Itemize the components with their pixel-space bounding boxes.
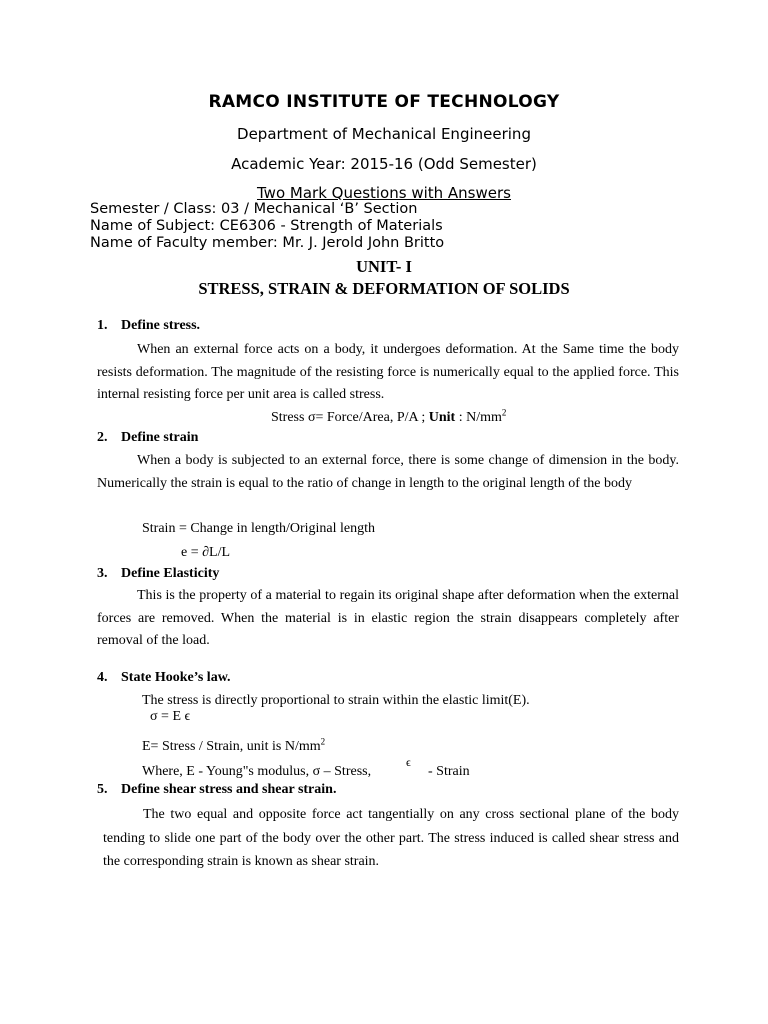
unit-title: STRESS, STRAIN & DEFORMATION OF SOLIDS (198, 279, 570, 298)
hooke-statement: The stress is directly proportional to strain within the elastic limit(E). (142, 693, 530, 708)
strain-formula-symbolic: e = ∂L/L (181, 545, 231, 560)
question-heading (97, 670, 231, 686)
answer-paragraph: When an external force acts on a body, it undergoes deformation. At the Same time the body resists deformation. The magnitude of the resisting force is numerically equal to the applied force. This internal resisting force per unit area is called stress. (97, 342, 679, 403)
question-title: Define strain (121, 430, 199, 445)
faculty-info: Name of Faculty member: Mr. J. Jerold John Britto (90, 235, 445, 251)
institute-title: RAMCO INSTITUTE OF TECHNOLOGY (208, 92, 560, 112)
symbol-legend-end: - Strain (428, 764, 470, 779)
formula-text: Stress σ= Force/Area, P/A ; (271, 410, 429, 425)
modulus-definition (142, 736, 326, 755)
document-title: Two Mark Questions with Answers (257, 184, 511, 202)
modulus-text: E= Stress / Strain, unit is N/mm (142, 739, 321, 754)
hooke-formula: σ = E ϵ (150, 709, 191, 724)
semester-info: Semester / Class: 03 / Mechanical ‘B’ Section (90, 201, 418, 217)
stress-formula (271, 407, 507, 426)
answer-paragraph: This is the property of a material to regain its original shape after deformation when the external forces are removed. When the material is in elastic region the strain disappears completely after removal of the load. (97, 588, 679, 649)
unit-label: Unit (428, 410, 456, 425)
question-title: State Hooke’s law. (121, 670, 231, 685)
question-heading (97, 782, 336, 798)
unit-superscript: 2 (320, 736, 326, 747)
unit-number: UNIT- I (356, 257, 412, 276)
unit-value: : N/mm (455, 410, 502, 425)
academic-year: Academic Year: 2015-16 (Odd Semester) (231, 155, 537, 173)
question-number: 2. (97, 430, 108, 445)
strain-formula: Strain = Change in length/Original length (142, 521, 376, 536)
question-title: Define Elasticity (121, 566, 220, 581)
question-title: Define shear stress and shear strain. (121, 782, 337, 797)
symbol-legend: Where, E - Young"s modulus, σ – Stress, (142, 764, 372, 779)
question-number: 3. (97, 566, 108, 581)
question-title: Define stress. (121, 318, 201, 333)
answer-paragraph: When a body is subjected to an external force, there is some change of dimension in the body. Numerically the strain is equal to the ratio of change in length to the original length of the body (97, 453, 679, 491)
question-heading (97, 318, 200, 334)
question-number: 4. (97, 670, 108, 685)
question-heading (97, 430, 198, 446)
department-name: Department of Mechanical Engineering (237, 125, 531, 143)
question-heading (97, 566, 219, 582)
question-number: 1. (97, 318, 108, 333)
question-number: 5. (97, 782, 108, 797)
answer-paragraph: The two equal and opposite force act tangentially on any cross sectional plane of the body tending to slide one part of the body over the other part. The stress induced is called shear stress and the corresponding strain is known as shear strain. (103, 807, 679, 869)
unit-superscript: 2 (501, 407, 507, 418)
epsilon-symbol: ϵ (406, 755, 411, 769)
subject-info: Name of Subject: CE6306 - Strength of Materials (90, 218, 443, 234)
